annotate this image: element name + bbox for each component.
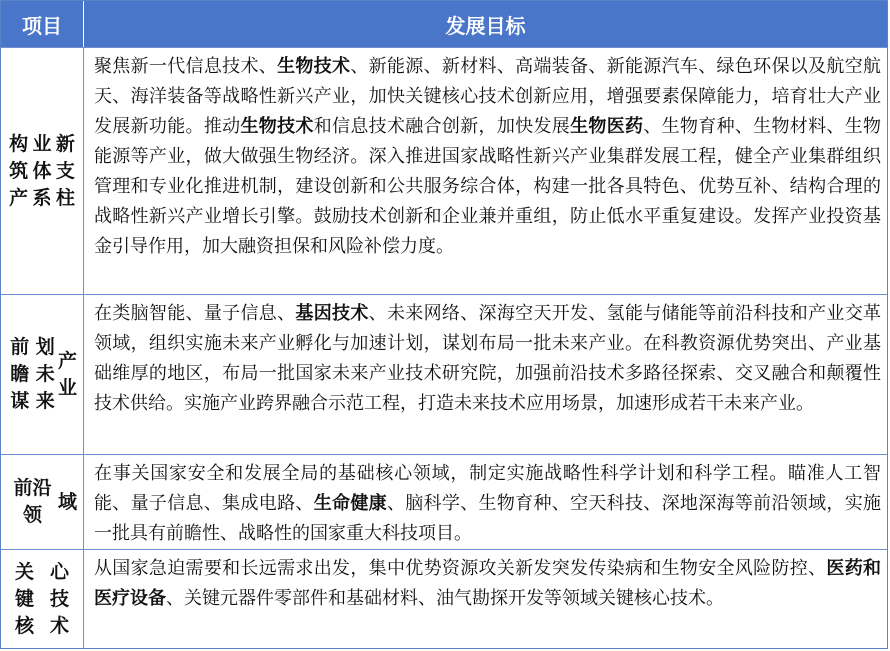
highlighted-term: 生物技术	[277, 56, 351, 77]
row-content	[84, 454, 887, 549]
row-label-line: 前瞻谋	[10, 336, 30, 412]
highlighted-term: 医药和医疗设备	[94, 558, 882, 609]
row-label-line: 构筑产	[9, 132, 29, 209]
row-label-line: 划未来	[35, 336, 55, 412]
row-label-line: 新支柱	[55, 132, 75, 209]
row-label	[1, 294, 84, 454]
row-label	[1, 549, 84, 648]
text-segment: 在类脑智能、量子信息、	[94, 303, 296, 324]
text-segment: 、生物育种、生物材料、生物能源等产业，做大做强生物经济。深入推进国家战略性新兴产业集群发展工程，健全产业集群组织管理和专业化推进机制，建设创新和公共服务综合体，构建一批各具特色、优势互补、结构合理的战略性新兴产业增长引擎。鼓励技术创新和企业兼并重组，防止低水平重复建设。发挥产业投资基金引导作用，加大融资担保和风险补偿力度。	[94, 116, 882, 257]
text-segment: 、关键元器件零部件和基础材料、油气勘探开发等领域关键核心技术。	[166, 588, 724, 609]
highlighted-term: 生物医药	[570, 116, 644, 137]
text-segment: 、未来网络、深海空天开发、氢能与储能等前沿科技和产业交革领域，组织实施未来产业孵化与加速计划，谋划布局一批未来产业。在科教资源优势突出、产业基础维厚的地区，布局一批国家未来产业技术研究院，加强前沿技术多路径探索、交叉融合和颠覆性技术供给。实施产业跨界融合示范工程，打造未来技术应用场景，加速形成若干未来产业。	[94, 303, 882, 414]
row-label-line: 前沿领	[13, 477, 52, 526]
text-segment: 、脑科学、生物育种、空天科技、深地深海等前沿领域，实施一批具有前瞻性、战略性的国家重大科技项目。	[94, 493, 882, 544]
text-segment: 在事关国家安全和发展全局的基础核心领域，制定实施战略性科学计划和科学工程。瞄准人工智能、量子信息、集成电路、	[94, 463, 881, 514]
highlighted-term: 生命健康	[313, 493, 387, 514]
row-label-line: 心技术	[49, 560, 69, 637]
highlighted-term: 基因技术	[295, 303, 369, 324]
header-item-column: 项目	[1, 1, 84, 47]
row-label-line: 产业	[57, 349, 77, 399]
header-goal-column: 发展目标	[84, 1, 887, 47]
text-segment: 聚焦新一代信息技术、	[94, 56, 278, 77]
row-label	[1, 454, 84, 549]
row-content	[84, 47, 887, 294]
row-content	[84, 294, 887, 454]
row-label-line: 业体系	[32, 132, 52, 209]
text-segment: 和信息技术融合创新，加快发展	[313, 116, 571, 137]
row-label-line: 域	[57, 490, 77, 513]
row-label	[1, 47, 84, 294]
highlighted-term: 生物技术	[240, 116, 314, 137]
text-segment: 、新能源、新材料、高端装备、新能源汽车、绿色环保以及航空航天、海洋装备等战略性新兴产业，加快关键核心技术创新应用，增强要素保障能力，培育壮大产业发展新功能。推动	[94, 56, 882, 137]
row-content	[84, 549, 887, 648]
text-segment: 从国家急迫需要和长远需求出发，集中优势资源攻关新发突发传染病和生物安全风险防控、	[94, 558, 827, 579]
row-label-line: 关键核	[14, 560, 34, 637]
